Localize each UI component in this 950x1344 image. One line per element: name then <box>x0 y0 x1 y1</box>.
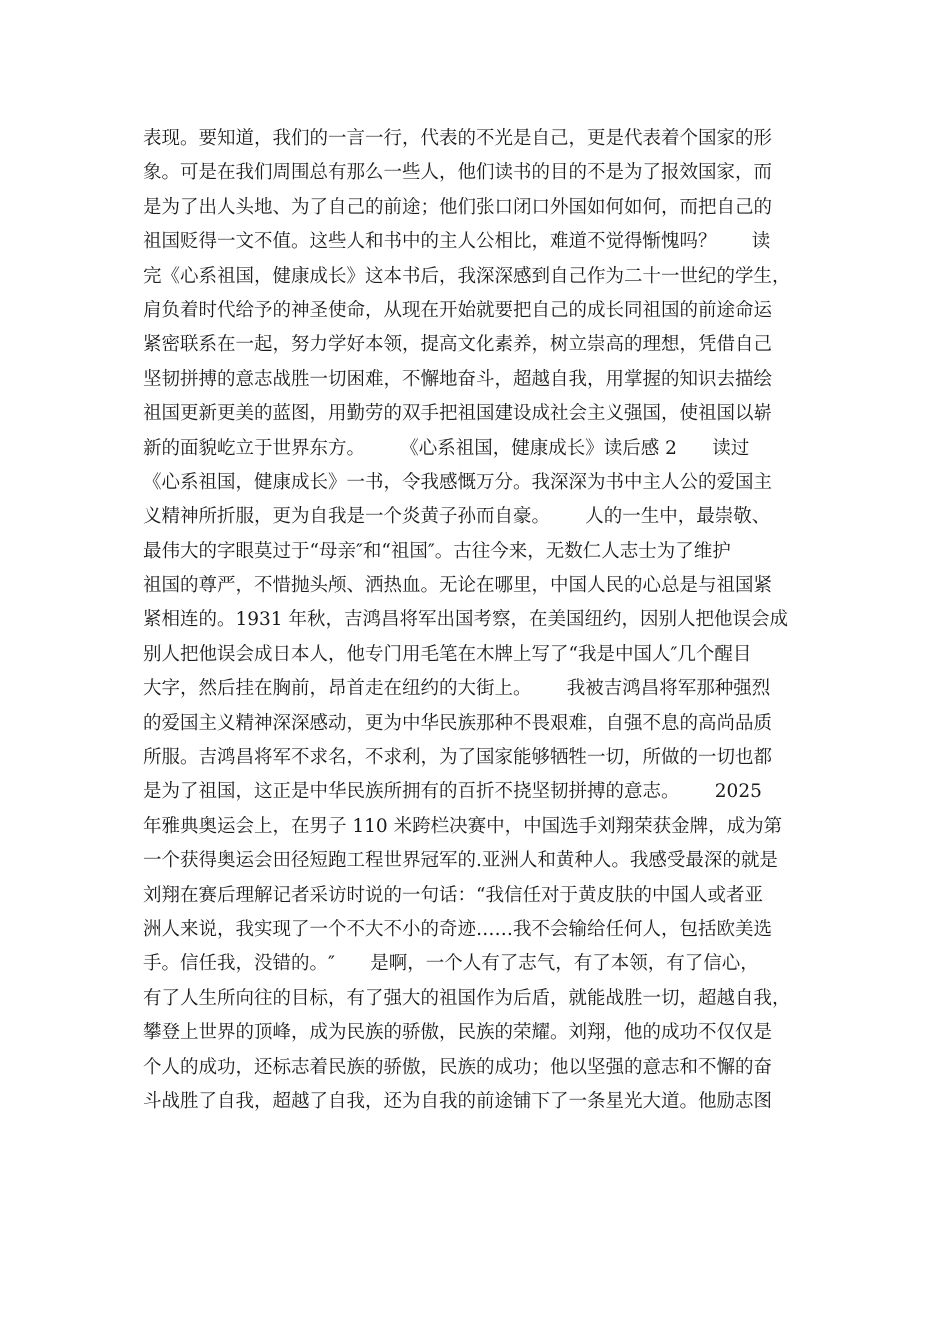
text-line: 的爱国主义精神深深感动，更为中华民族那种不畏艰难，自强不息的高尚品质 <box>143 712 773 734</box>
text-line: 别人把他误会成日本人，他专门用毛笔在木牌上写了“我是中国人″几个醒目 <box>143 643 752 665</box>
text-line: 完《心系祖国，健康成长》这本书后，我深深感到自己作为二十一世纪的学生， <box>143 265 791 287</box>
text-line: 所服。吉鸿昌将军不求名，不求利，为了国家能够牺牲一切，所做的一切也都 <box>143 747 773 769</box>
text-line: 一个获得奥运会田径短跑工程世界冠军的.亚洲人和黄种人。我感受最深的就是 <box>143 850 778 872</box>
text-line: 大字，然后挂在胸前，昂首走在纽约的大街上。 我被吉鸿昌将军那种强烈 <box>143 678 771 700</box>
text-line: 祖国的尊严，不惜抛头颅、洒热血。无论在哪里，中国人民的心总是与祖国紧 <box>143 575 773 597</box>
text-line: 象。可是在我们周围总有那么一些人，他们读书的目的不是为了报效国家，而 <box>143 162 773 184</box>
text-line: 表现。要知道，我们的一言一行，代表的不光是自己，更是代表着个国家的形 <box>143 128 773 149</box>
text-line: 手。信任我，没错的。″ 是啊，一个人有了志气，有了本领，有了信心， <box>143 953 759 975</box>
text-line: 是为了祖国，这正是中华民族所拥有的百折不挠坚韧拼搏的意志。 2025 <box>143 781 762 803</box>
text-line: 紧密联系在一起，努力学好本领，提高文化素养，树立崇高的理想，凭借自己 <box>143 334 773 356</box>
text-line: 攀登上世界的顶峰，成为民族的骄傲，民族的荣耀。刘翔，他的成功不仅仅是 <box>143 1022 773 1044</box>
text-line: 有了人生所向往的目标，有了强大的祖国作为后盾，就能战胜一切，超越自我， <box>143 987 791 1009</box>
text-line: 最伟大的字眼莫过于“母亲″和“祖国″。古往今来，无数仁人志士为了维护 <box>143 540 731 562</box>
text-line: 坚韧拼搏的意志战胜一切困难，不懈地奋斗，超越自我，用掌握的知识去描绘 <box>143 368 773 390</box>
text-line: 肩负着时代给予的神圣使命，从现在开始就要把自己的成长同祖国的前途命运 <box>143 299 773 321</box>
text-line: 《心系祖国，健康成长》一书，令我感慨万分。我深深为书中主人公的爱国主 <box>143 471 773 493</box>
text-line: 是为了出人头地、为了自己的前途；他们张口闭口外国如何如何，而把自己的 <box>143 196 773 218</box>
text-line: 义精神所折服，更为自我是一个炎黄子孙而自豪。 人的一生中，最崇敬、 <box>143 506 771 528</box>
body-text <box>143 122 833 1119</box>
text-line: 新的面貌屹立于世界东方。 《心系祖国，健康成长》读后感 2 读过 <box>143 437 750 459</box>
text-line: 刘翔在赛后理解记者采访时说的一句话：“我信任对于黄皮肤的中国人或者亚 <box>143 884 763 906</box>
text-line: 个人的成功，还标志着民族的骄傲，民族的成功；他以坚强的意志和不懈的奋 <box>143 1056 773 1078</box>
text-line: 斗战胜了自我，超越了自我，还为自我的前途铺下了一条星光大道。他励志图 <box>143 1090 773 1112</box>
text-line: 祖国贬得一文不值。这些人和书中的主人公相比，难道不觉得惭愧吗？ 读 <box>143 231 771 253</box>
text-line: 洲人来说，我实现了一个不大不小的奇迹……我不会输给任何人，包括欧美选 <box>143 918 773 940</box>
text-line: 年雅典奥运会上，在男子 110 米跨栏决赛中，中国选手刘翔荣获金牌，成为第 <box>143 815 783 837</box>
text-line: 紧相连的。1931 年秋，吉鸿昌将军出国考察，在美国纽约，因别人把他误会成 <box>143 609 788 631</box>
text-line: 祖国更新更美的蓝图，用勤劳的双手把祖国建设成社会主义强国，使祖国以崭 <box>143 403 773 425</box>
